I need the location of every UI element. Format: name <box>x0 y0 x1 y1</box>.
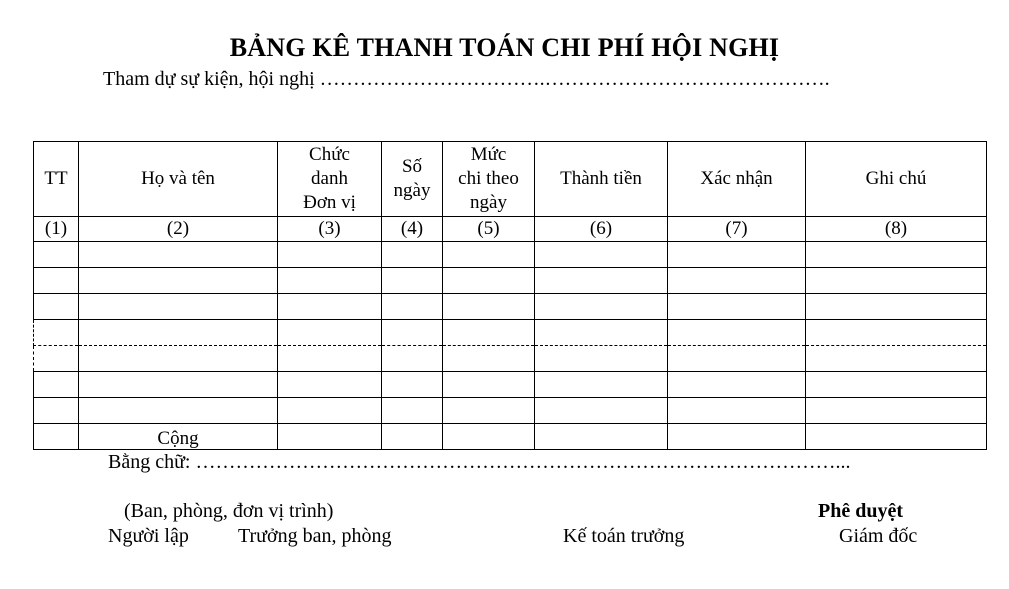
approval-label: Phê duyệt <box>818 500 903 522</box>
table-cell[interactable] <box>668 268 806 294</box>
table-cell[interactable] <box>382 346 443 372</box>
payment-table <box>33 141 987 450</box>
table-cell[interactable] <box>806 346 987 372</box>
table-cell[interactable] <box>535 424 668 450</box>
column-number: (7) <box>668 217 806 242</box>
column-number: (6) <box>535 217 668 242</box>
table-cell[interactable] <box>278 242 382 268</box>
total-row <box>34 424 987 450</box>
table-row <box>34 372 987 398</box>
table-cell[interactable] <box>806 268 987 294</box>
header-row <box>34 142 987 217</box>
table-cell[interactable] <box>668 346 806 372</box>
table-cell[interactable] <box>443 424 535 450</box>
table-cell[interactable] <box>535 294 668 320</box>
header-daily-rate: Mức chi theo ngày <box>443 142 535 217</box>
event-line: Tham dự sự kiện, hội nghị …………………………….……………………………………. <box>103 68 830 90</box>
table-cell[interactable] <box>806 320 987 346</box>
table-cell[interactable] <box>382 268 443 294</box>
table-cell[interactable] <box>34 268 79 294</box>
table-cell[interactable] <box>668 294 806 320</box>
total-label: Cộng <box>79 424 278 450</box>
table-cell[interactable] <box>668 320 806 346</box>
table-cell[interactable] <box>668 242 806 268</box>
table-cell[interactable] <box>535 372 668 398</box>
head-of-department-signature-label: Trưởng ban, phòng <box>238 525 392 547</box>
table-cell[interactable] <box>34 320 79 346</box>
table-cell[interactable] <box>668 372 806 398</box>
header-title-unit: Chức danh Đơn vị <box>278 142 382 217</box>
table-cell[interactable] <box>806 294 987 320</box>
table-cell[interactable] <box>443 398 535 424</box>
table-cell[interactable] <box>34 372 79 398</box>
header-full-name: Họ và tên <box>79 142 278 217</box>
submitting-unit-label: (Ban, phòng, đơn vị trình) <box>124 500 334 522</box>
table-cell[interactable] <box>79 268 278 294</box>
table-cell[interactable] <box>535 346 668 372</box>
table-row <box>34 398 987 424</box>
table-cell[interactable] <box>382 372 443 398</box>
table-cell[interactable] <box>535 268 668 294</box>
table-cell[interactable] <box>382 242 443 268</box>
table-cell[interactable] <box>443 294 535 320</box>
table-cell[interactable] <box>382 424 443 450</box>
table-cell[interactable] <box>443 242 535 268</box>
table-cell[interactable] <box>79 398 278 424</box>
chief-accountant-signature-label: Kế toán trưởng <box>563 525 685 547</box>
table-cell <box>34 424 79 450</box>
header-notes: Ghi chú <box>806 142 987 217</box>
table-row <box>34 346 987 372</box>
table-row <box>34 294 987 320</box>
table-cell[interactable] <box>535 320 668 346</box>
table-row <box>34 242 987 268</box>
table-cell[interactable] <box>79 320 278 346</box>
column-number: (8) <box>806 217 987 242</box>
table-cell[interactable] <box>806 398 987 424</box>
table-cell[interactable] <box>79 294 278 320</box>
table-cell[interactable] <box>535 398 668 424</box>
table-cell[interactable] <box>278 320 382 346</box>
table-cell[interactable] <box>278 294 382 320</box>
table-cell[interactable] <box>806 424 987 450</box>
table-cell[interactable] <box>278 346 382 372</box>
table-cell[interactable] <box>382 398 443 424</box>
document-title: BẢNG KÊ THANH TOÁN CHI PHÍ HỘI NGHỊ <box>229 33 780 62</box>
table-cell[interactable] <box>79 372 278 398</box>
table-cell[interactable] <box>382 320 443 346</box>
header-tt: TT <box>34 142 79 217</box>
table-cell[interactable] <box>443 346 535 372</box>
table-cell[interactable] <box>668 398 806 424</box>
table-cell[interactable] <box>79 242 278 268</box>
table-cell[interactable] <box>443 372 535 398</box>
column-number: (2) <box>79 217 278 242</box>
table-cell[interactable] <box>34 398 79 424</box>
column-number: (1) <box>34 217 79 242</box>
column-number: (4) <box>382 217 443 242</box>
table-cell[interactable] <box>535 242 668 268</box>
table-cell[interactable] <box>34 242 79 268</box>
header-confirmation: Xác nhận <box>668 142 806 217</box>
header-days: Số ngày <box>382 142 443 217</box>
preparer-signature-label: Người lập <box>108 525 189 547</box>
table-cell[interactable] <box>382 294 443 320</box>
table-cell[interactable] <box>278 372 382 398</box>
table-cell[interactable] <box>443 320 535 346</box>
table-cell[interactable] <box>443 268 535 294</box>
table-row <box>34 320 987 346</box>
table-cell[interactable] <box>278 424 382 450</box>
table-cell[interactable] <box>34 294 79 320</box>
table-cell[interactable] <box>806 242 987 268</box>
director-signature-label: Giám đốc <box>839 525 918 547</box>
table-cell[interactable] <box>806 372 987 398</box>
header-amount: Thành tiền <box>535 142 668 217</box>
column-number-row <box>34 217 987 242</box>
column-number: (3) <box>278 217 382 242</box>
table-cell[interactable] <box>34 346 79 372</box>
table-cell[interactable] <box>668 424 806 450</box>
table-cell[interactable] <box>278 398 382 424</box>
column-number: (5) <box>443 217 535 242</box>
table-cell[interactable] <box>79 346 278 372</box>
table-cell[interactable] <box>278 268 382 294</box>
amount-in-words: Bằng chữ: ……………………………………………………………………………………... <box>108 451 851 473</box>
table-row <box>34 268 987 294</box>
